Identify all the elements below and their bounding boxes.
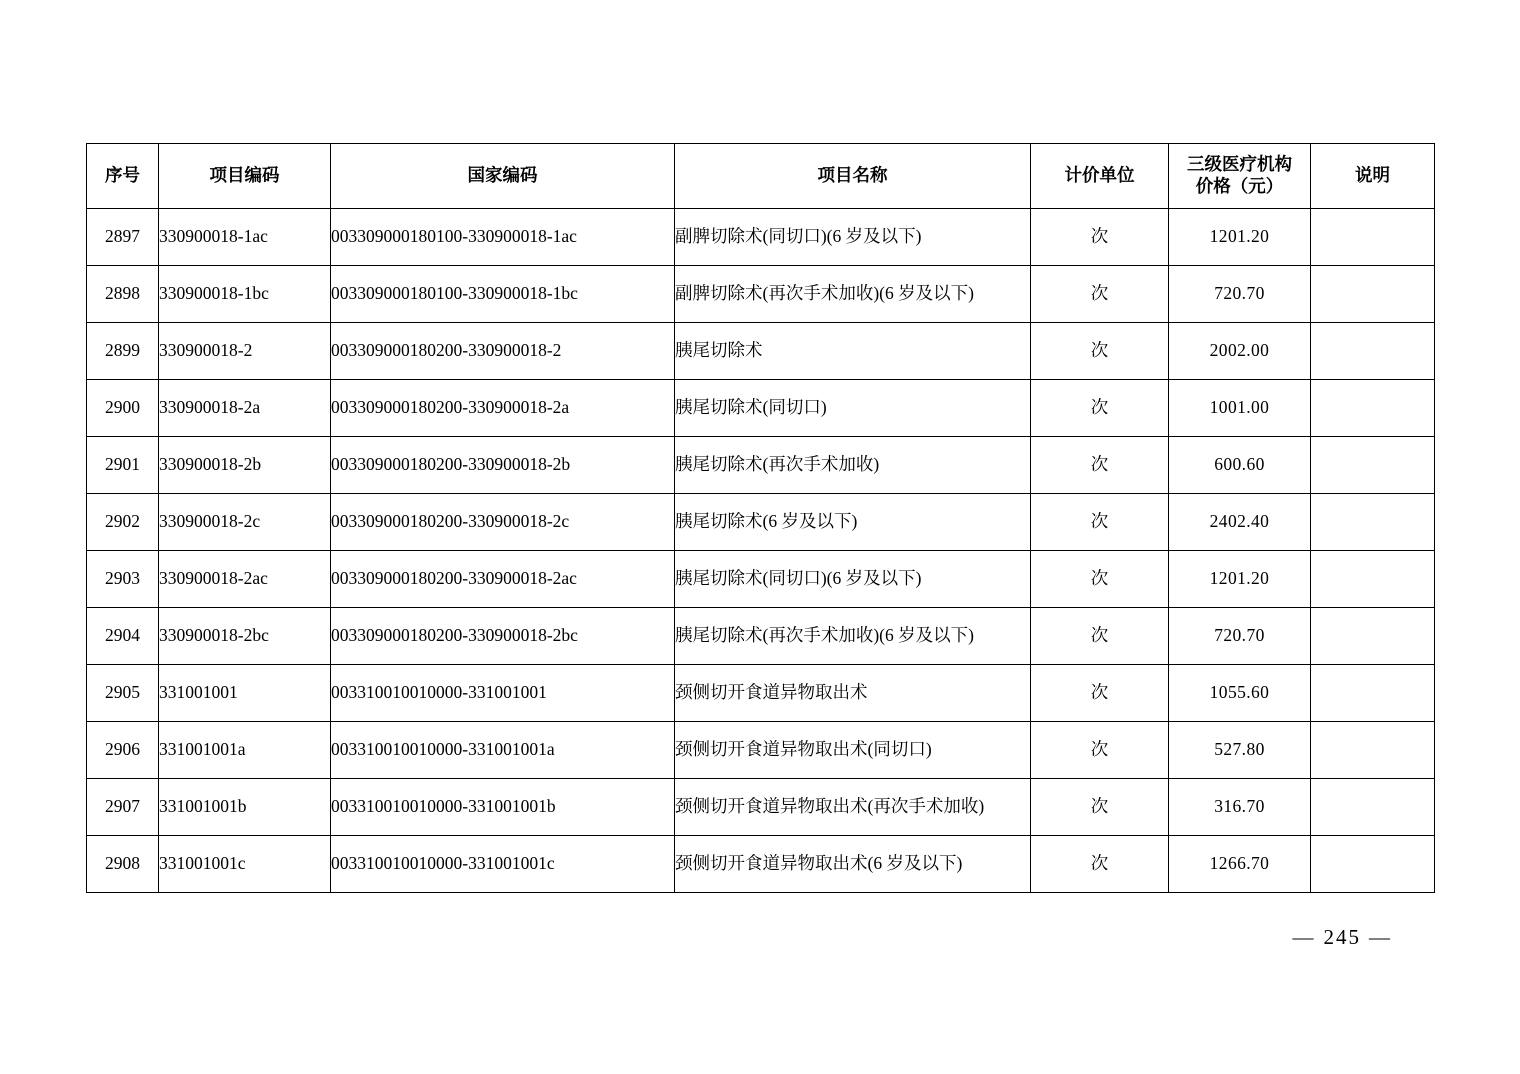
- table-row: [87, 494, 1435, 551]
- cell-national-code: 003309000180200-330900018-2bc: [331, 608, 675, 665]
- cell-national-code: 003310010010000-331001001c: [331, 836, 675, 893]
- cell-seq: 2900: [87, 380, 159, 437]
- cell-price: 316.70: [1169, 779, 1311, 836]
- cell-code: 330900018-2ac: [159, 551, 331, 608]
- cell-unit: 次: [1031, 437, 1169, 494]
- cell-unit: 次: [1031, 722, 1169, 779]
- cell-remark: [1311, 551, 1435, 608]
- cell-price: 600.60: [1169, 437, 1311, 494]
- cell-remark: [1311, 494, 1435, 551]
- cell-unit: 次: [1031, 494, 1169, 551]
- table-row: [87, 323, 1435, 380]
- cell-price: 1001.00: [1169, 380, 1311, 437]
- cell-national-code: 003309000180200-330900018-2a: [331, 380, 675, 437]
- cell-name: 胰尾切除术(再次手术加收)(6 岁及以下): [675, 608, 1031, 665]
- table-row: [87, 266, 1435, 323]
- table-row: [87, 437, 1435, 494]
- cell-national-code: 003310010010000-331001001: [331, 665, 675, 722]
- cell-national-code: 003309000180200-330900018-2c: [331, 494, 675, 551]
- page-dash-left: —: [1292, 925, 1316, 949]
- cell-name: 颈侧切开食道异物取出术(再次手术加收): [675, 779, 1031, 836]
- cell-seq: 2903: [87, 551, 159, 608]
- cell-code: 331001001c: [159, 836, 331, 893]
- cell-name: 副脾切除术(再次手术加收)(6 岁及以下): [675, 266, 1031, 323]
- cell-price: 1201.20: [1169, 209, 1311, 266]
- cell-name: 副脾切除术(同切口)(6 岁及以下): [675, 209, 1031, 266]
- cell-remark: [1311, 722, 1435, 779]
- column-header-price-line1: 三级医疗机构: [1187, 154, 1292, 175]
- cell-name: 颈侧切开食道异物取出术(同切口): [675, 722, 1031, 779]
- column-header-code: 项目编码: [159, 144, 331, 209]
- column-header-national-code: 国家编码: [331, 144, 675, 209]
- cell-code: 330900018-1bc: [159, 266, 331, 323]
- cell-remark: [1311, 266, 1435, 323]
- cell-remark: [1311, 779, 1435, 836]
- cell-unit: 次: [1031, 608, 1169, 665]
- cell-seq: 2902: [87, 494, 159, 551]
- price-table-container: [86, 143, 1434, 893]
- cell-code: 330900018-2b: [159, 437, 331, 494]
- cell-remark: [1311, 380, 1435, 437]
- cell-price: 1055.60: [1169, 665, 1311, 722]
- table-row: [87, 836, 1435, 893]
- table-row: [87, 608, 1435, 665]
- table-row: [87, 722, 1435, 779]
- cell-remark: [1311, 323, 1435, 380]
- cell-national-code: 003309000180200-330900018-2ac: [331, 551, 675, 608]
- cell-price: 527.80: [1169, 722, 1311, 779]
- table-header: [87, 144, 1435, 209]
- cell-seq: 2906: [87, 722, 159, 779]
- cell-national-code: 003309000180100-330900018-1bc: [331, 266, 675, 323]
- cell-code: 330900018-2: [159, 323, 331, 380]
- cell-seq: 2898: [87, 266, 159, 323]
- cell-price: 2002.00: [1169, 323, 1311, 380]
- cell-seq: 2907: [87, 779, 159, 836]
- column-header-remark: 说明: [1311, 144, 1435, 209]
- cell-national-code: 003310010010000-331001001b: [331, 779, 675, 836]
- page-dash-right: —: [1369, 925, 1392, 949]
- column-header-seq: 序号: [87, 144, 159, 209]
- cell-national-code: 003309000180200-330900018-2b: [331, 437, 675, 494]
- cell-code: 331001001b: [159, 779, 331, 836]
- cell-price: 1266.70: [1169, 836, 1311, 893]
- table-row: [87, 209, 1435, 266]
- cell-code: 331001001: [159, 665, 331, 722]
- medical-price-table: [86, 143, 1435, 893]
- cell-unit: 次: [1031, 266, 1169, 323]
- table-body: [87, 209, 1435, 893]
- cell-name: 颈侧切开食道异物取出术: [675, 665, 1031, 722]
- table-row: [87, 551, 1435, 608]
- cell-unit: 次: [1031, 551, 1169, 608]
- cell-national-code: 003309000180100-330900018-1ac: [331, 209, 675, 266]
- cell-seq: 2908: [87, 836, 159, 893]
- table-row: [87, 665, 1435, 722]
- cell-price: 2402.40: [1169, 494, 1311, 551]
- cell-remark: [1311, 209, 1435, 266]
- cell-unit: 次: [1031, 380, 1169, 437]
- cell-code: 331001001a: [159, 722, 331, 779]
- cell-name: 胰尾切除术(6 岁及以下): [675, 494, 1031, 551]
- column-header-price-line2: 价格（元）: [1195, 176, 1284, 196]
- cell-unit: 次: [1031, 665, 1169, 722]
- cell-national-code: 003309000180200-330900018-2: [331, 323, 675, 380]
- cell-remark: [1311, 437, 1435, 494]
- column-header-unit: 计价单位: [1031, 144, 1169, 209]
- cell-code: 330900018-1ac: [159, 209, 331, 266]
- cell-price: 720.70: [1169, 608, 1311, 665]
- cell-name: 胰尾切除术(再次手术加收): [675, 437, 1031, 494]
- cell-unit: 次: [1031, 836, 1169, 893]
- cell-name: 颈侧切开食道异物取出术(6 岁及以下): [675, 836, 1031, 893]
- cell-unit: 次: [1031, 323, 1169, 380]
- cell-remark: [1311, 665, 1435, 722]
- cell-code: 330900018-2c: [159, 494, 331, 551]
- cell-unit: 次: [1031, 779, 1169, 836]
- table-row: [87, 380, 1435, 437]
- cell-remark: [1311, 836, 1435, 893]
- cell-seq: 2897: [87, 209, 159, 266]
- cell-price: 1201.20: [1169, 551, 1311, 608]
- cell-national-code: 003310010010000-331001001a: [331, 722, 675, 779]
- cell-seq: 2901: [87, 437, 159, 494]
- page-number: 245: [1323, 925, 1361, 949]
- cell-seq: 2904: [87, 608, 159, 665]
- cell-name: 胰尾切除术: [675, 323, 1031, 380]
- cell-remark: [1311, 608, 1435, 665]
- cell-name: 胰尾切除术(同切口)(6 岁及以下): [675, 551, 1031, 608]
- table-header-row: [87, 144, 1435, 209]
- cell-seq: 2899: [87, 323, 159, 380]
- cell-unit: 次: [1031, 209, 1169, 266]
- table-row: [87, 779, 1435, 836]
- cell-code: 330900018-2a: [159, 380, 331, 437]
- cell-name: 胰尾切除术(同切口): [675, 380, 1031, 437]
- page-footer: [0, 925, 1400, 950]
- column-header-price: [1169, 144, 1311, 209]
- cell-code: 330900018-2bc: [159, 608, 331, 665]
- cell-seq: 2905: [87, 665, 159, 722]
- column-header-name: 项目名称: [675, 144, 1031, 209]
- cell-price: 720.70: [1169, 266, 1311, 323]
